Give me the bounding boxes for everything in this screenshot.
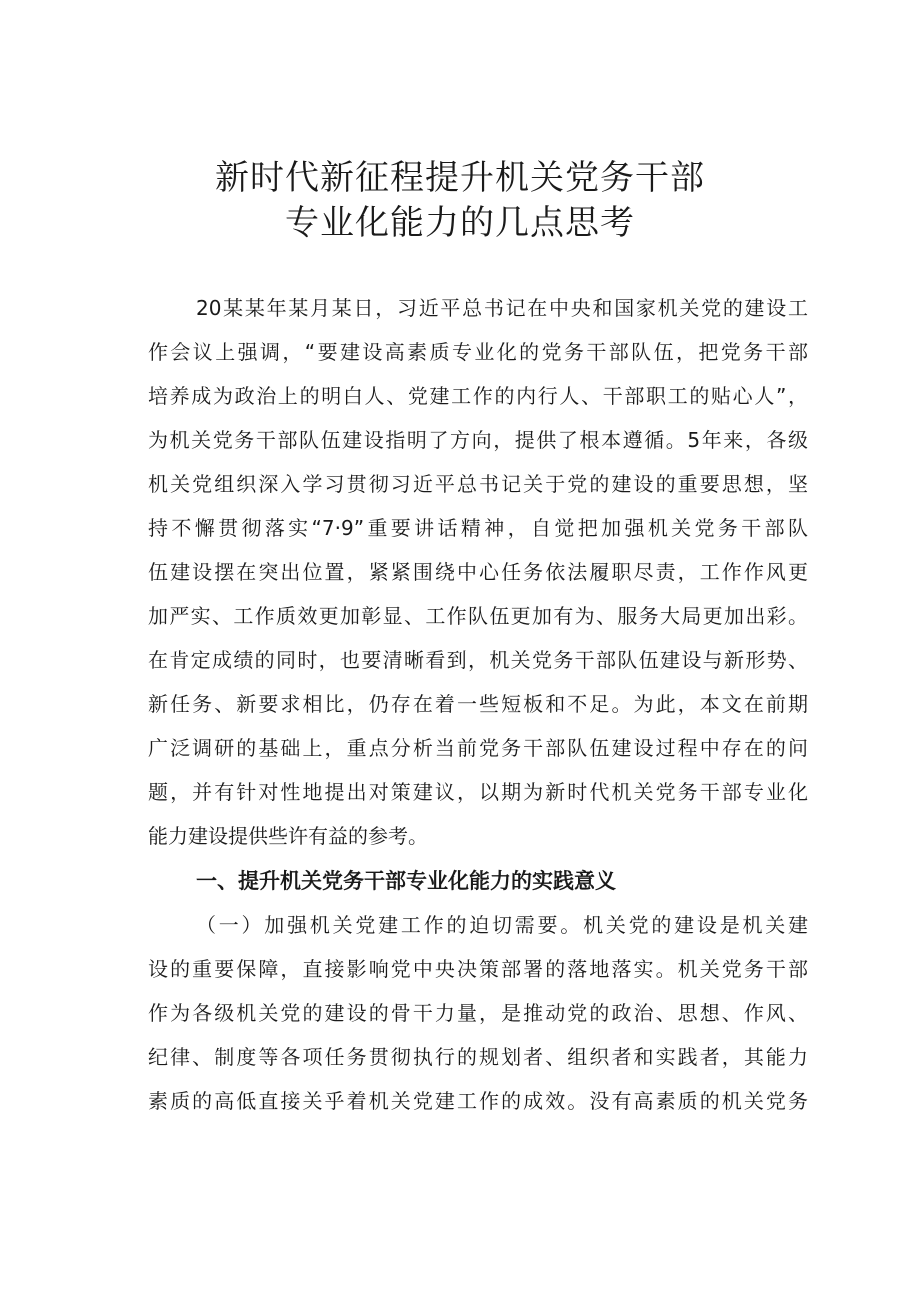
intro-line: 广泛调研的基础上，重点分析当前党务干部队伍建设过程中存在的问 [148,736,808,760]
document-title-line-1: 新时代新征程提升机关党务干部 [215,158,705,198]
section-line: 纪律、制度等各项任务贯彻执行的规划者、组织者和实践者，其能力 [148,1045,808,1069]
intro-line: 新任务、新要求相比，仍存在着一些短板和不足。为此，本文在前期 [148,692,808,716]
intro-line: 能力建设提供些许有益的参考。 [148,824,428,848]
intro-line: 题，并有针对性地提出对策建议，以期为新时代机关党务干部专业化 [148,780,808,804]
section-line: （一）加强机关党建工作的迫切需要。机关党的建设是机关建 [196,913,808,937]
intro-line: 为机关党务干部队伍建设指明了方向，提供了根本遵循。5年来，各级 [148,428,808,452]
intro-line: 伍建设摆在突出位置，紧紧围绕中心任务依法履职尽责，工作作风更 [148,560,808,584]
section-heading: 一、提升机关党务干部专业化能力的实践意义 [196,869,616,893]
intro-line: 在肯定成绩的同时，也要清晰看到，机关党务干部队伍建设与新形势、 [148,648,808,672]
intro-line: 培养成为政治上的明白人、党建工作的内行人、干部职工的贴心人”， [148,384,808,408]
section-line: 作为各级机关党的建设的骨干力量，是推动党的政治、思想、作风、 [148,1001,808,1025]
intro-line: 机关党组织深入学习贯彻习近平总书记关于党的建设的重要思想，坚 [148,472,808,496]
intro-line: 作会议上强调，“要建设高素质专业化的党务干部队伍，把党务干部 [148,340,808,364]
section-line: 素质的高低直接关乎着机关党建工作的成效。没有高素质的机关党务 [148,1089,808,1113]
intro-line: 加严实、工作质效更加彰显、工作队伍更加有为、服务大局更加出彩。 [148,604,808,628]
document-title-line-2: 专业化能力的几点思考 [285,203,635,243]
intro-line: 20某某年某月某日，习近平总书记在中央和国家机关党的建设工 [196,296,808,320]
section-line: 设的重要保障，直接影响党中央决策部署的落地落实。机关党务干部 [148,957,808,981]
intro-line: 持不懈贯彻落实“7·9”重要讲话精神，自觉把加强机关党务干部队 [148,516,808,540]
